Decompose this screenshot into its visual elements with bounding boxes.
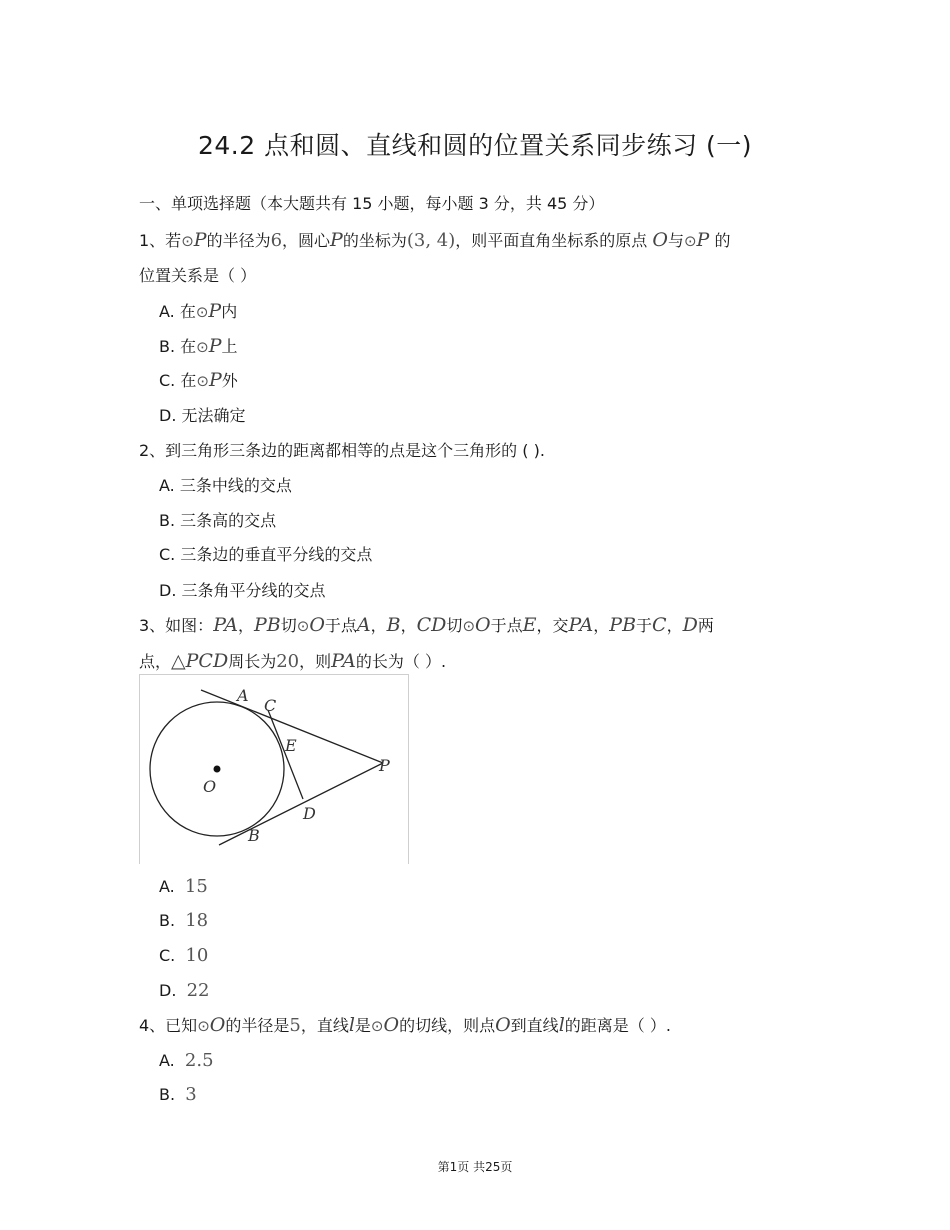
tangent-circle-figure xyxy=(139,674,409,864)
q3-option-b[interactable]: B. 18 xyxy=(159,910,209,931)
label-b: B xyxy=(248,826,260,845)
q2-option-d[interactable]: D. 三条角平分线的交点 xyxy=(159,581,326,600)
q1-option-c[interactable]: C. 在⊙P外 xyxy=(159,369,238,391)
question-4-stem: 4、已知⊙O的半径是5，直线l是⊙O的切线，则点O到直线l的距离是（ ）. xyxy=(139,1014,671,1036)
q1-option-d[interactable]: D. 无法确定 xyxy=(159,406,246,425)
question-1-stem: 1、若⊙P的半径为6，圆心P的坐标为(3, 4)，则平面直角坐标系的原点 O与⊙P 的 xyxy=(139,229,731,251)
q3-option-a[interactable]: A. 15 xyxy=(159,876,208,897)
tangent-pb xyxy=(219,763,383,845)
question-2-stem: 2、到三角形三条边的距离都相等的点是这个三角形的 ( ). xyxy=(139,441,545,460)
label-a: A xyxy=(237,686,249,705)
label-o: O xyxy=(203,777,217,796)
section-heading: 一、单项选择题（本大题共有 15 小题，每小题 3 分，共 45 分） xyxy=(139,194,605,213)
question-3-stem: 3、如图：PA，PB切⊙O于点A，B，CD切⊙O于点E，交PA，PB于C，D两 xyxy=(139,614,714,636)
page-footer: 第1页 共25页 xyxy=(437,1160,513,1174)
question-3-stem-line2: 点，△PCD周长为20，则PA的长为（ ）. xyxy=(139,650,447,672)
q3-option-d[interactable]: D. 22 xyxy=(159,980,210,1001)
q2-option-a[interactable]: A. 三条中线的交点 xyxy=(159,476,292,495)
q1-option-a[interactable]: A. 在⊙P内 xyxy=(159,300,238,322)
label-c: C xyxy=(264,696,277,715)
page-title: 24.2 点和圆、直线和圆的位置关系同步练习 (一) xyxy=(197,131,753,160)
q2-option-b[interactable]: B. 三条高的交点 xyxy=(159,511,277,530)
question-1-stem-line2: 位置关系是（ ） xyxy=(139,266,257,285)
q3-option-c[interactable]: C. 10 xyxy=(159,945,209,966)
center-dot xyxy=(214,766,221,773)
label-p: P xyxy=(379,756,390,775)
q4-option-a[interactable]: A. 2.5 xyxy=(159,1050,214,1071)
q4-option-b[interactable]: B. 3 xyxy=(159,1084,197,1105)
label-e: E xyxy=(285,736,297,755)
label-d: D xyxy=(303,804,316,823)
q1-option-b[interactable]: B. 在⊙P上 xyxy=(159,335,238,357)
q2-option-c[interactable]: C. 三条边的垂直平分线的交点 xyxy=(159,545,373,564)
